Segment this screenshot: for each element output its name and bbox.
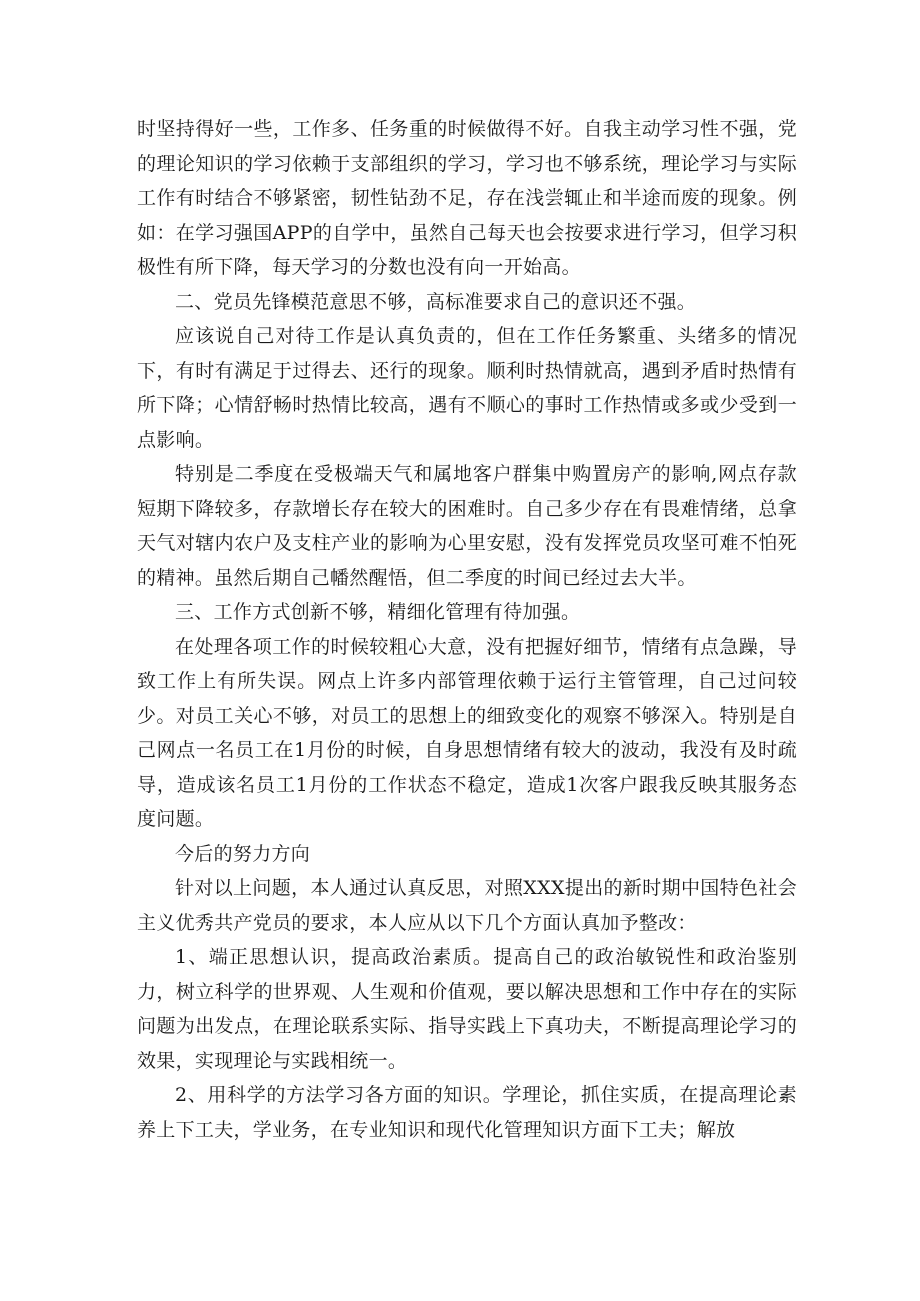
- document-body: [137, 112, 797, 1147]
- paragraph: 针对以上问题，本人通过认真反思，对照XXX提出的新时期中国特色社会主义优秀共产党员的要求，本人应从以下几个方面认真加予整改：: [137, 877, 797, 934]
- list-item-2: 2、用科学的方法学习各方面的知识。学理论，抓住实质，在提高理论素养上下工夫，学业务，在专业知识和现代化管理知识方面下工夫；解放: [137, 1084, 797, 1141]
- section-heading-2: 二、党员先锋模范意思不够，高标准要求自己的意识还不强。: [175, 290, 697, 313]
- list-item-1: 1、端正思想认识，提高政治素质。提高自己的政治敏锐性和政治鉴别力，树立科学的世界观、人生观和价值观，要以解决思想和工作中存在的实际问题为出发点，在理论联系实际、指导实践上下真功夫，不断提高理论学习的效果，实现理论与实践相统一。: [137, 946, 797, 1072]
- paragraph: 在处理各项工作的时候较粗心大意，没有把握好细节，情绪有点急躁，导致工作上有所失误。网点上许多内部管理依赖于运行主管管理，自己过问较少。对员工关心不够，对员工的思想上的细致变化的观察不够深入。特别是自己网点一名员工在1月份的时候，自身思想情绪有较大的波动，我没有及时疏导，造成该名员工1月份的工作状态不稳定，造成1次客户跟我反映其服务态度问题。: [137, 635, 797, 830]
- paragraph: 应该说自己对待工作是认真负责的，但在工作任务繁重、头绪多的情况下，有时有满足于过得去、还行的现象。顺利时热情就高，遇到矛盾时热情有所下降；心情舒畅时热情比较高，遇有不顺心的事时工作热情或多或少受到一点影响。: [137, 325, 797, 451]
- section-heading-3: 三、工作方式创新不够，精细化管理有待加强。: [175, 601, 581, 623]
- paragraph-continuation: 时坚持得好一些，工作多、任务重的时候做得不好。自我主动学习性不强，党的理论知识的学习依赖于支部组织的学习，学习也不够系统，理论学习与实际工作有时结合不够紧密，韧性钻劲不足，存在浅尝辄止和半途而废的现象。例如：在学习强国APP的自学中，虽然自己每天也会按要求进行学习，但学习积极性有所下降，每天学习的分数也没有向一开始高。: [137, 118, 797, 278]
- section-heading-direction: 今后的努力方向: [175, 842, 311, 865]
- paragraph: 特别是二季度在受极端天气和属地客户群集中购置房产的影响,网点存款短期下降较多，存款增长存在较大的困难时。自己多少存在有畏难情绪，总拿天气对辖内农户及支柱产业的影响为心里安慰，没有发挥党员攻坚可难不怕死的精神。虽然后期自己幡然醒悟，但二季度的时间已经过去大半。: [137, 463, 797, 589]
